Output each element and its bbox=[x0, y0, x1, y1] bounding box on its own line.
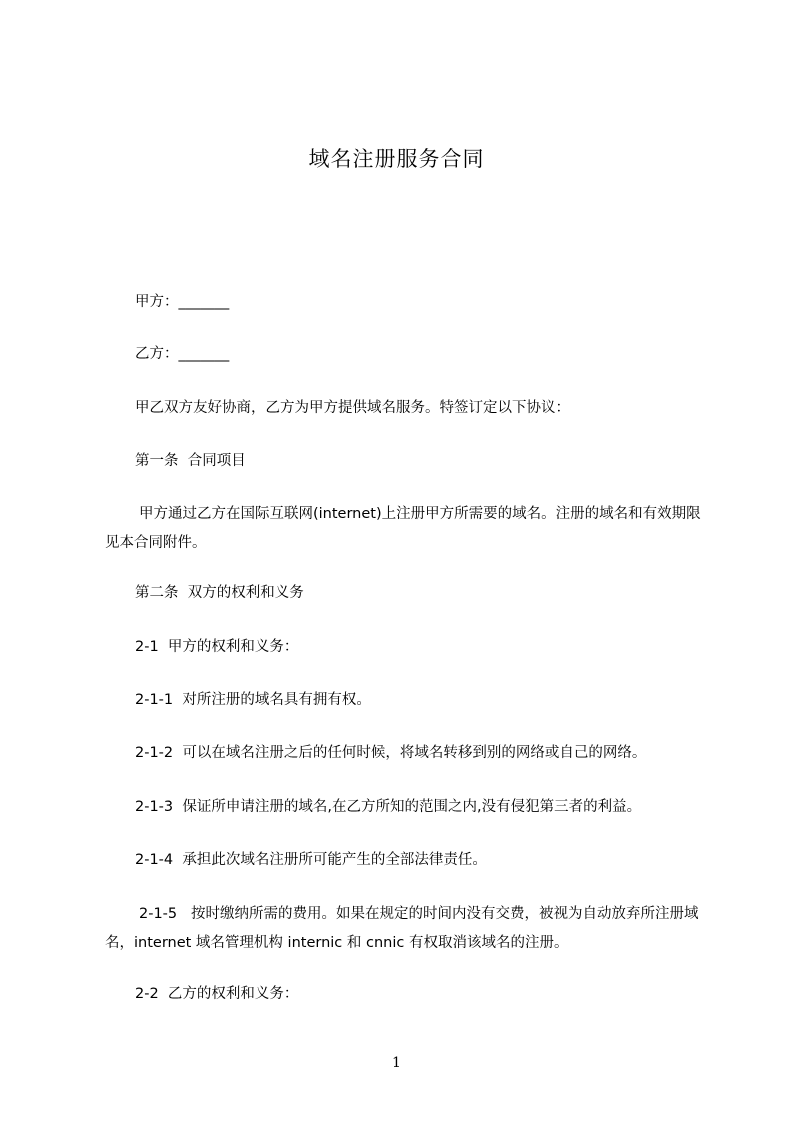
article-1-body: 甲方通过乙方在国际互联网(internet)上注册甲方所需要的域名。注册的域名和有效期限见本合同附件。 bbox=[105, 506, 701, 551]
page-number: 1 bbox=[392, 1055, 401, 1071]
article-1-heading: 第一条 合同项目 bbox=[135, 453, 246, 469]
clause-2-1-2: 2-1-2 可以在域名注册之后的任何时候，将域名转移到别的网络或自己的网络。 bbox=[135, 745, 647, 761]
clause-2-1-4: 2-1-4 承担此次域名注册所可能产生的全部法律责任。 bbox=[135, 852, 487, 868]
preamble-paragraph: 甲乙双方友好协商，乙方为甲方提供域名服务。特签订定以下协议： bbox=[135, 400, 570, 416]
article-2-heading: 第二条 双方的权利和义务 bbox=[135, 585, 304, 601]
section-2-1-heading: 2-1 甲方的权利和义务： bbox=[135, 639, 299, 655]
section-2-2-heading: 2-2 乙方的权利和义务： bbox=[135, 986, 299, 1002]
clause-2-1-1: 2-1-1 对所注册的域名具有拥有权。 bbox=[135, 692, 371, 708]
clause-2-1-5: 2-1-5 按时缴纳所需的费用。如果在规定的时间内没有交费，被视为自动放弃所注册域名，internet 域名管理机构 internic 和 cnnic 有权取消该域名的注册。 bbox=[105, 906, 699, 951]
document-title: 域名注册服务合同 bbox=[308, 147, 485, 171]
party-a-line: 甲方：_______ bbox=[135, 294, 230, 310]
party-b-line: 乙方：_______ bbox=[135, 346, 230, 362]
clause-2-1-3: 2-1-3 保证所申请注册的域名,在乙方所知的范围之内,没有侵犯第三者的利益。 bbox=[135, 799, 642, 815]
